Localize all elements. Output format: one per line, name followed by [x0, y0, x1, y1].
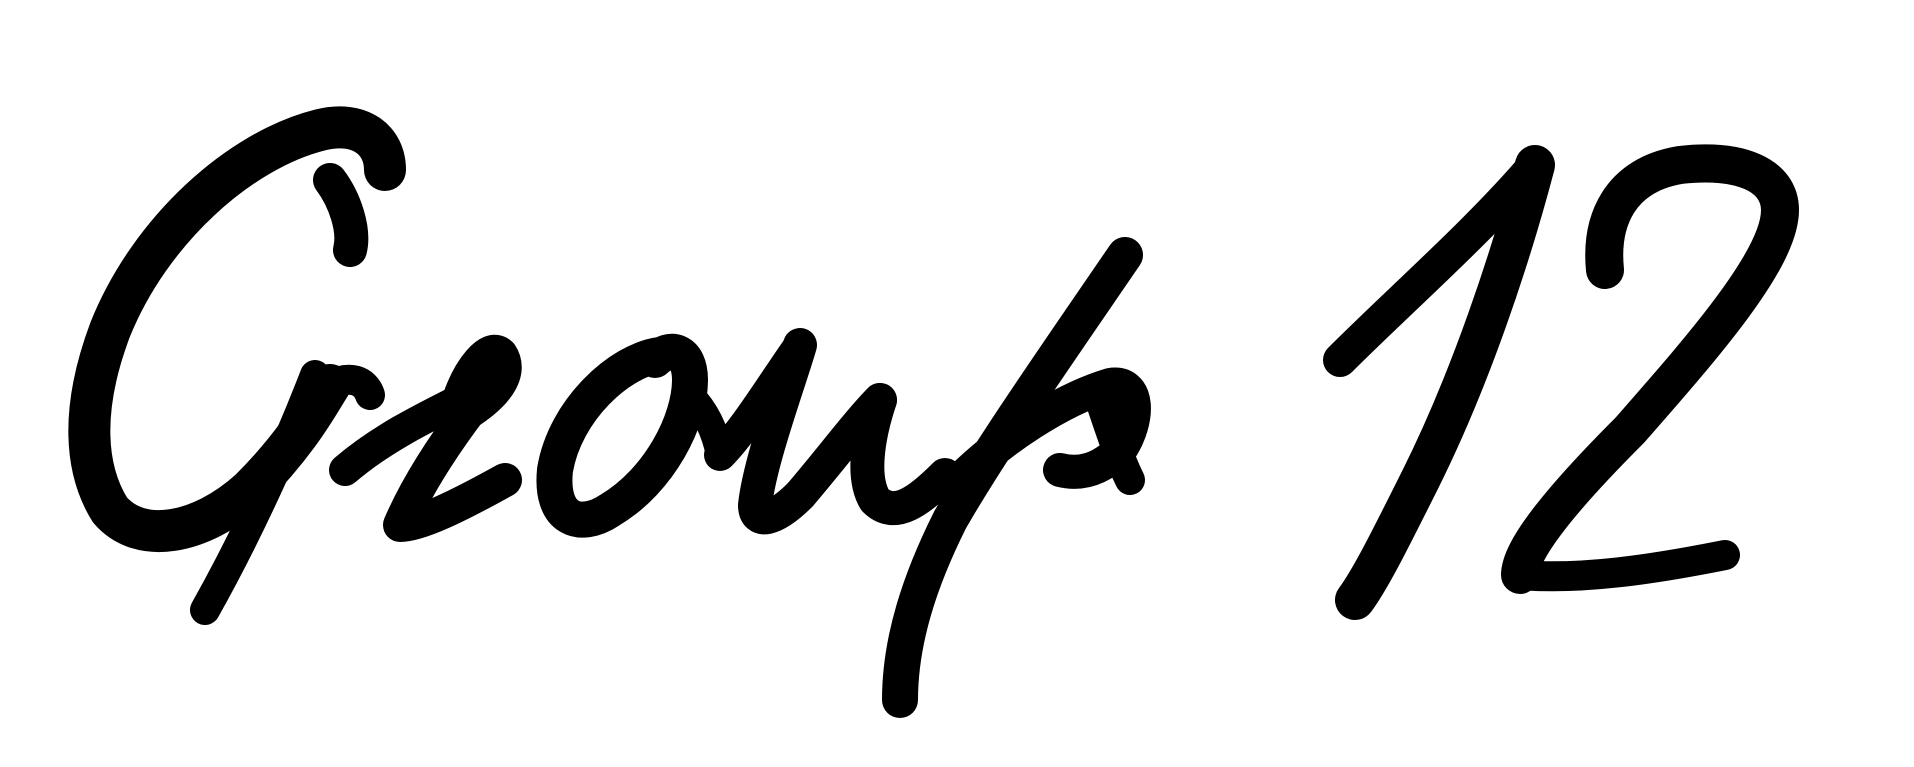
digit-2: [1520, 163, 1780, 576]
letter-g-upper: [89, 127, 385, 610]
digit-1: [1340, 165, 1535, 600]
letter-u: [720, 345, 945, 517]
ink-strokes: [89, 127, 1780, 700]
letter-o: [554, 352, 720, 520]
